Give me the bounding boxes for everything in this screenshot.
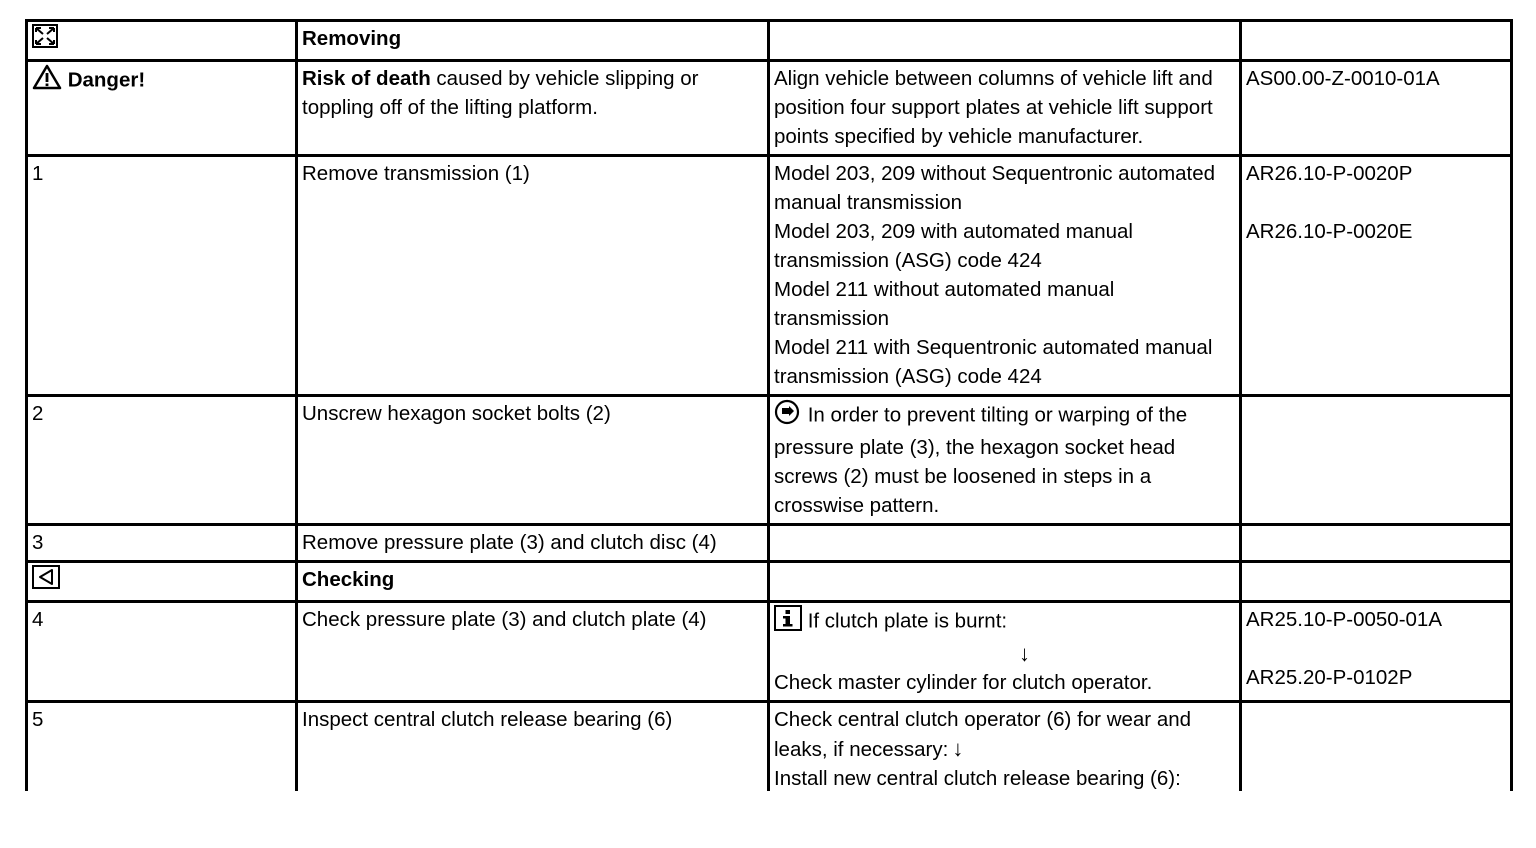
- note-line: Model 211 with Sequentronic automated manual transmission (ASG) code 424: [774, 336, 1213, 388]
- note-line: Model 211 without automated manual transmission: [774, 278, 1115, 330]
- warning-triangle-icon: [32, 64, 62, 98]
- step-action: Unscrew hexagon socket bolts (2): [302, 402, 611, 425]
- notice-hand-icon: [774, 399, 802, 433]
- step-number: 2: [32, 402, 44, 425]
- step-number: 4: [32, 608, 44, 631]
- ref-link[interactable]: AR26.10-P-0020E: [1246, 220, 1413, 243]
- down-arrow-icon: ↓: [1019, 641, 1030, 666]
- note-wear: Check central clutch operator (6) for wear and leaks, if necessary:: [774, 708, 1192, 761]
- procedure-table: [25, 19, 1513, 791]
- danger-instruction: Align vehicle between columns of vehicle lift and position four support plates at vehicle lift support points specified by vehicle manufacturer.: [774, 67, 1213, 148]
- section-title: Checking: [302, 568, 395, 591]
- ref-link[interactable]: AR26.10-P-0020P: [1246, 162, 1413, 185]
- step-action: Inspect central clutch release bearing (6): [302, 708, 673, 731]
- step-row-1: [27, 156, 1512, 396]
- left-triangle-box-icon: [32, 565, 60, 597]
- ref-link[interactable]: AR25.10-P-0050-01A: [1246, 608, 1443, 631]
- note-line: Model 203, 209 with automated manual transmission (ASG) code 424: [774, 220, 1133, 272]
- down-arrow-icon: ↓: [952, 736, 964, 761]
- step-row-5: [27, 702, 1512, 792]
- step-action: Remove transmission (1): [302, 162, 530, 185]
- risk-text: caused by vehicle slipping or toppling off of the lifting platform.: [302, 67, 699, 119]
- note-condition: If clutch plate is burnt:: [802, 609, 1008, 633]
- danger-ref: AS00.00-Z-0010-01A: [1246, 67, 1440, 90]
- section-title: Removing: [302, 27, 402, 50]
- expand-arrows-icon: [32, 24, 58, 56]
- step-action: Remove pressure plate (3) and clutch disc (4): [302, 531, 717, 554]
- note-action: Check master cylinder for clutch operator.: [774, 671, 1153, 694]
- note-line: Model 203, 209 without Sequentronic automated manual transmission: [774, 162, 1216, 214]
- info-icon: [774, 605, 802, 639]
- note-install: Install new central clutch release bearing (6):: [774, 767, 1181, 790]
- step-action: Check pressure plate (3) and clutch plate (4): [302, 608, 707, 631]
- step-note: In order to prevent tilting or warping of the pressure plate (3), the hexagon socket head screws (2) must be loosened in steps in a crosswise pattern.: [774, 403, 1188, 517]
- step-number: 1: [32, 162, 44, 185]
- step-number: 5: [32, 708, 44, 731]
- ref-link[interactable]: AR25.20-P-0102P: [1246, 666, 1413, 689]
- section-row-removing: [27, 21, 1512, 61]
- danger-row: [27, 61, 1512, 156]
- step-row-3: [27, 525, 1512, 562]
- step-row-2: [27, 396, 1512, 525]
- section-row-checking: [27, 562, 1512, 602]
- risk-bold: Risk of death: [302, 67, 431, 90]
- step-row-4: [27, 602, 1512, 702]
- danger-label: Danger!: [67, 68, 146, 92]
- step-number: 3: [32, 531, 44, 554]
